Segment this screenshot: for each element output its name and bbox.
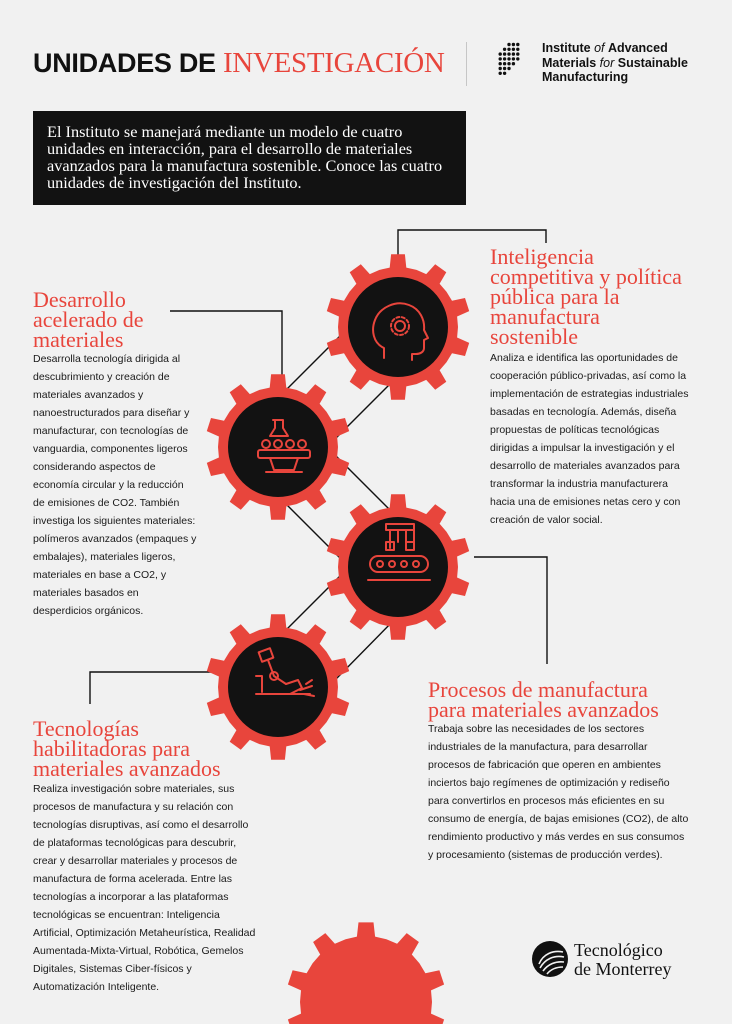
unit-desarrollo-title-line: Desarrollo [33, 287, 126, 312]
gear-hub [348, 277, 448, 377]
unit-tecnologias-text-line: Digitales, Sistemas Ciber-físicos y [33, 963, 192, 975]
gear-hub [228, 637, 328, 737]
unit-tecnologias-text-line: Automatización Inteligente. [33, 981, 160, 993]
unit-desarrollo-text-line: Desarrolla tecnología dirigida al [33, 353, 181, 365]
unit-procesos-text-line: procesos de fabricación que operen en ambientes [428, 759, 661, 771]
unit-tecnologias-text-line: tecnologías a incorporar a las plataformas [33, 891, 229, 903]
unit-inteligencia-text-line: creación de valor social. [490, 514, 603, 526]
unit-desarrollo-title-line: materiales [33, 327, 124, 352]
tec-name-line-2: de Monterrey [574, 959, 672, 979]
unit-tecnologias-text-line: tecnologías disruptivas, así como el desarrollo [33, 819, 249, 831]
unit-inteligencia-text-line: Analiza e identifica las oportunidades de [490, 352, 678, 364]
tec-logo [531, 940, 569, 978]
unit-desarrollo-text-line: materiales en base a CO2, y [33, 569, 167, 581]
unit-inteligencia-text-line: hacia una de emisiones netas cero y con [490, 496, 681, 508]
unit-tecnologias-title-line: habilitadoras para [33, 736, 190, 761]
unit-procesos-text-line: consumo de energía, de bajas emisiones (CO2), de alto [428, 813, 689, 825]
unit-inteligencia-text-line: propuestas de políticas tecnológicas [490, 424, 660, 436]
unit-desarrollo-text-line: vanguardia, componentes ligeros [33, 443, 188, 455]
unit-desarrollo-title-line: acelerado de [33, 307, 144, 332]
unit-desarrollo-title [33, 287, 144, 352]
gear-tecnologias [207, 614, 349, 759]
unit-desarrollo-text-line: manufacturar, con tecnologías de [33, 425, 189, 437]
unit-tecnologias-text-line: Aumentada-Mixta-Virtual, Robótica, Gemelos [33, 945, 244, 957]
gear-bottom-decorative [288, 922, 444, 1024]
unit-inteligencia-title [490, 244, 682, 349]
tec-name [574, 941, 671, 979]
unit-tecnologias-text [33, 780, 255, 996]
institute-word-4: Materials [542, 55, 597, 70]
unit-tecnologias-text-line: Artificial, Optimización Metaheurística, Realidad [33, 927, 256, 939]
unit-desarrollo-text-line: desperdicios orgánicos. [33, 605, 144, 617]
unit-tecnologias-text-line: manufactura de forma acelerada. Entre las [33, 873, 233, 885]
unit-inteligencia-text-line: cooperación público-privadas, así como la [490, 370, 687, 382]
unit-inteligencia-text-line: dirigidas a impulsar la investigación y el [490, 442, 675, 454]
institute-word-5: for [596, 55, 618, 70]
unit-desarrollo-text-line: materiales basados en [33, 587, 139, 599]
unit-tecnologias-text-line: crear y desarrollar materiales y procesos de [33, 855, 238, 867]
unit-procesos-text-line: industriales de la manufactura, para desarrollar [428, 741, 648, 753]
gear-procesos [327, 494, 469, 639]
unit-inteligencia-text-line: basadas en tecnología. Además, diseña [490, 406, 677, 418]
unit-desarrollo-text [33, 350, 196, 620]
unit-inteligencia-text-line: implementación de estrategias industriales [490, 388, 689, 400]
institute-word-6: Sustainable [617, 55, 688, 70]
unit-tecnologias-text-line: Realiza investigación sobre materiales, sus [33, 783, 235, 795]
unit-procesos-text-line: inciertos bajo regímenes de optimización y rediseño [428, 777, 670, 789]
unit-desarrollo-text-line: descubrimiento y creación de [33, 371, 170, 383]
unit-desarrollo-text-line: considerando aspectos de [33, 461, 156, 473]
unit-tecnologias-text-line: de plataformas tecnológicas para descubrir, [33, 837, 237, 849]
unit-procesos-text-line: para convertirlos en procesos más eficientes en su [428, 795, 665, 807]
unit-procesos-title-line: para materiales avanzados [428, 697, 659, 722]
unit-procesos-text-line: Trabaja sobre las necesidades de los sectores [428, 723, 645, 735]
unit-inteligencia-text-line: transformar la industria manufacturera [490, 478, 668, 490]
unit-procesos-title-line: Procesos de manufactura [428, 677, 648, 702]
tec-name-line-1: Tecnológico [574, 940, 663, 960]
unit-procesos-text [428, 720, 688, 864]
connector-procesos [474, 557, 547, 664]
unit-inteligencia-text-line: desarrollo de materiales avanzados para [490, 460, 680, 472]
unit-tecnologias-title [33, 716, 221, 781]
unit-inteligencia-title-line: Inteligencia [490, 244, 594, 269]
institute-word-1: Institute [542, 41, 591, 55]
unit-desarrollo-text-line: embalajes), materiales ligeros, [33, 551, 176, 563]
unit-procesos-text-line: y procesamiento (sistemas de producción verdes). [428, 849, 663, 861]
unit-procesos-title [428, 677, 659, 722]
unit-tecnologias-title-line: materiales avanzados [33, 756, 221, 781]
title-prefix: UNIDADES DE [33, 48, 216, 78]
gear-body [288, 922, 444, 1024]
unit-desarrollo-text-line: investiga los siguientes materiales: [33, 515, 196, 527]
institute-word-2: of [590, 41, 608, 55]
unit-desarrollo-text-line: nanoestructurados para diseñar y [33, 407, 190, 419]
intro-box: El Instituto se manejará mediante un modelo de cuatro unidades en interacción, para el desarrollo de materiales avanzados para la manufactura sostenible. Conoce las cuatro unidades de investigación del Instituto. [33, 111, 466, 205]
unit-inteligencia-title-line: pública para la [490, 284, 620, 309]
unit-desarrollo-text-line: economía circular y la reducción [33, 479, 184, 491]
unit-desarrollo-text-line: materiales avanzados y [33, 389, 144, 401]
gear-inteligencia [327, 254, 469, 399]
institute-word-7: Manufacturing [542, 70, 629, 84]
connector-tecnologias [90, 672, 236, 704]
unit-inteligencia-title-line: sostenible [490, 324, 578, 349]
unit-tecnologias-title-line: Tecnologías [33, 716, 139, 741]
unit-desarrollo-text-line: polímeros avanzados (empaques y [33, 533, 197, 545]
institute-word-3: Advanced [607, 41, 668, 55]
unit-inteligencia-title-line: competitiva y política [490, 264, 682, 289]
title-highlight: INVESTIGACIÓN [222, 47, 445, 79]
unit-inteligencia-title-line: manufactura [490, 304, 600, 329]
unit-tecnologias-text-line: procesos de manufactura y su relación con [33, 801, 234, 813]
unit-procesos-text-line: rendimiento productivo y más verdes en sus consumos [428, 831, 685, 843]
unit-desarrollo-text-line: de emisiones de CO2. También [33, 497, 180, 509]
unit-inteligencia-text [490, 349, 688, 529]
unit-tecnologias-text-line: tecnológicas se encuentran: Inteligencia [33, 909, 220, 921]
